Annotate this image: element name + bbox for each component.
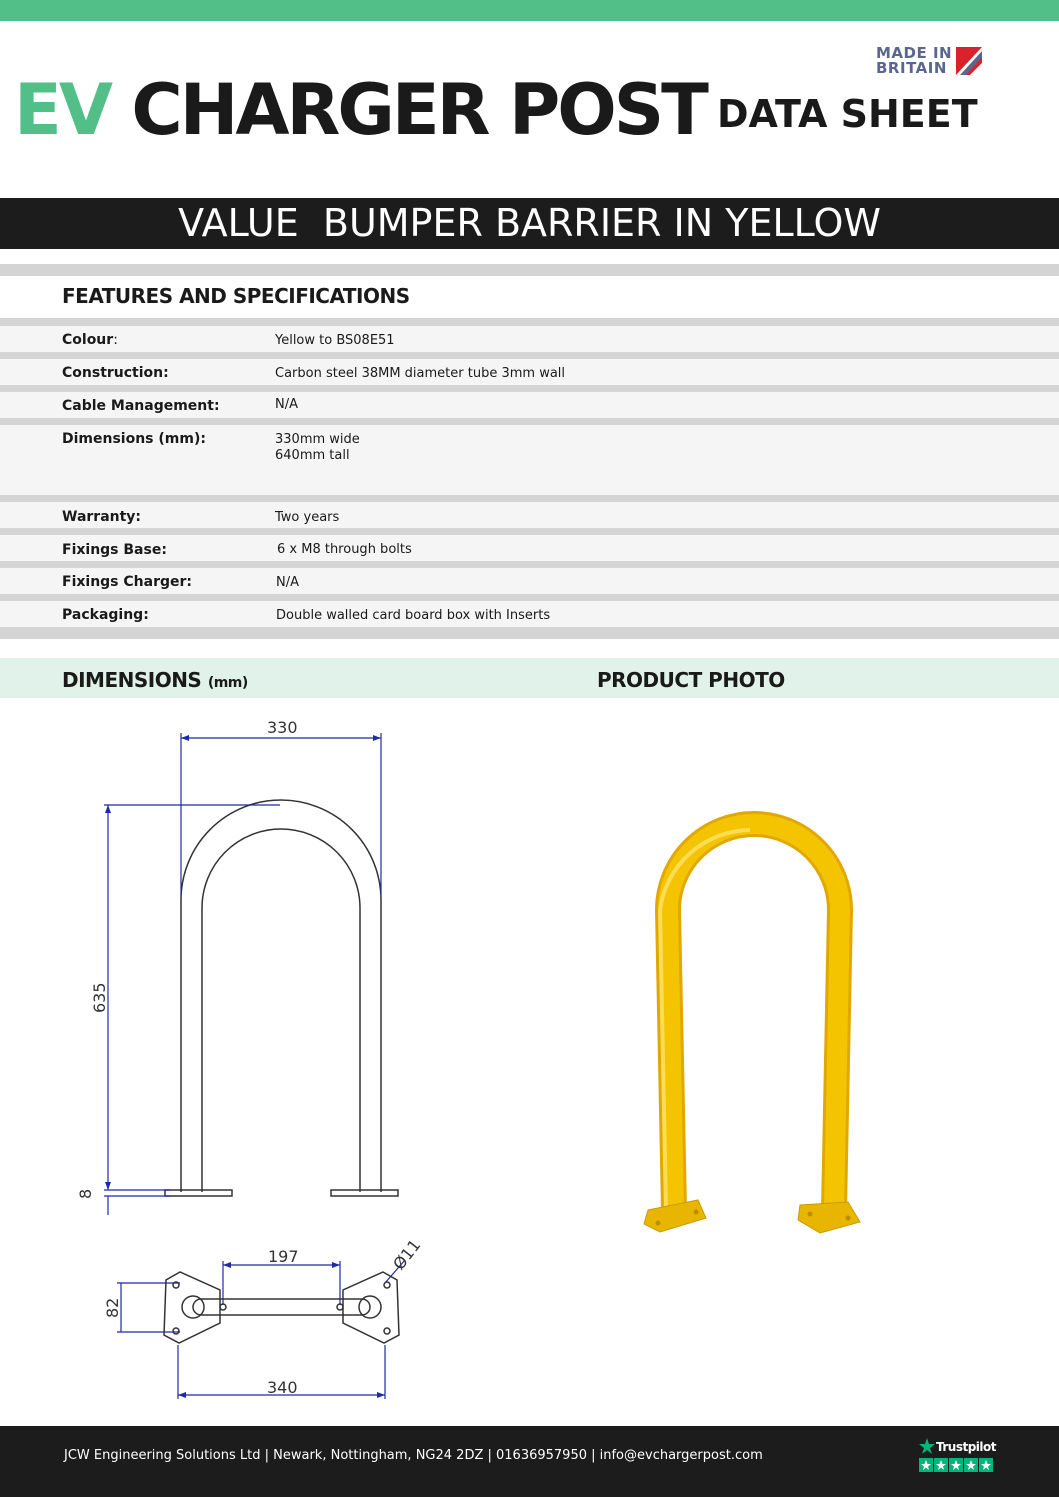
footer-contact: JCW Engineering Solutions Ltd | Newark, Nottingham, NG24 2DZ | 01636957950 | info@evchargerpost.com [64, 1448, 763, 1463]
dim-overall-width-label: 340 [267, 1378, 298, 1397]
spec-value-packaging: Double walled card board box with Inserts [276, 608, 551, 623]
divider [0, 264, 1059, 276]
divider [0, 594, 1059, 601]
brand-name: CHARGER POST [110, 69, 706, 151]
divider [0, 385, 1059, 392]
technical-drawing [60, 705, 460, 1405]
spec-label-construction: Construction: [62, 365, 169, 381]
divider [0, 318, 1059, 326]
top-accent-bar [0, 0, 1059, 21]
spec-value-fixings-base: 6 x M8 through bolts [277, 542, 412, 557]
spec-label-cable-management: Cable Management: [62, 398, 220, 414]
divider [0, 561, 1059, 568]
spec-value-construction: Carbon steel 38MM diameter tube 3mm wall [275, 366, 566, 381]
divider [0, 528, 1059, 535]
brand-logo [14, 70, 706, 150]
brand-ev: EV [14, 69, 110, 151]
spec-label-fixings-charger: Fixings Charger: [62, 574, 192, 590]
spec-label-packaging: Packaging: [62, 607, 149, 623]
dim-plate-depth-label: 82 [103, 1297, 122, 1318]
dim-width-label: 330 [267, 718, 298, 737]
spec-value-warranty: Two years [275, 510, 340, 525]
divider [0, 352, 1059, 359]
spec-value-dimensions: 330mm wide 640mm tall [275, 432, 360, 463]
trustpilot-label: Trustpilot [936, 1440, 997, 1454]
spec-label-colour: Colour: [62, 332, 118, 348]
divider [0, 495, 1059, 502]
doc-type-label: DATA SHEET [717, 92, 978, 136]
dimensions-unit: (mm) [207, 675, 248, 691]
product-photo [620, 800, 880, 1260]
dim-bolt-spacing-label: 197 [268, 1247, 299, 1266]
spec-label-dimensions: Dimensions (mm): [62, 431, 206, 447]
product-title: VALUE BUMPER BARRIER IN YELLOW [0, 198, 1059, 249]
divider [0, 418, 1059, 425]
row-bg [0, 502, 1059, 528]
spec-value-fixings-charger: N/A [276, 575, 299, 590]
rating-stars-icon [919, 1458, 995, 1473]
trustpilot-badge[interactable] [918, 1438, 998, 1476]
features-heading: FEATURES AND SPECIFICATIONS [62, 284, 410, 308]
dimensions-heading: DIMENSIONS (mm) [62, 668, 248, 692]
star-icon [919, 1438, 935, 1454]
spec-value-colour: Yellow to BS08E51 [275, 333, 395, 348]
made-in-line1: MADE IN [876, 44, 953, 62]
spec-label-fixings-base: Fixings Base: [62, 542, 167, 558]
row-bg [0, 326, 1059, 352]
divider [0, 627, 1059, 639]
dim-base-label: 8 [76, 1188, 95, 1199]
made-in-britain-badge [876, 46, 984, 78]
dim-height-label: 635 [90, 982, 109, 1013]
spec-label-warranty: Warranty: [62, 509, 142, 525]
made-in-line2: BRITAIN [876, 59, 947, 77]
dim-hole-label: Ø11 [389, 1235, 425, 1274]
spec-value-cable-management: N/A [275, 397, 298, 412]
union-flag-icon [956, 47, 982, 75]
photo-heading: PRODUCT PHOTO [597, 668, 785, 692]
